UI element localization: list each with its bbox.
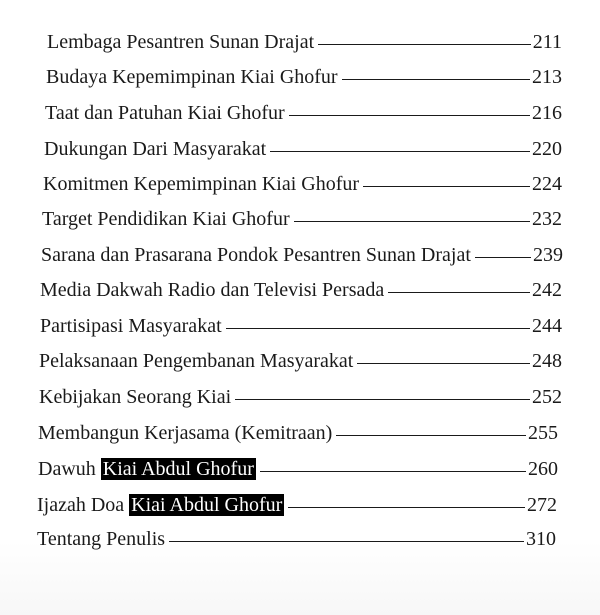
toc-entry (39, 382, 562, 412)
toc-entry (40, 275, 562, 305)
toc-leader-line (357, 363, 530, 364)
toc-entry (44, 134, 562, 164)
toc-entry (39, 346, 562, 376)
toc-entry-title: Partisipasi Masyarakat (40, 315, 222, 337)
toc-leader-line (289, 115, 530, 116)
toc-entry-page: 252 (532, 386, 562, 408)
toc-entry (37, 490, 557, 520)
toc-leader-line (235, 399, 530, 400)
toc-entry (38, 454, 558, 484)
toc-entry-page: 216 (532, 102, 562, 124)
toc-entry-title: Sarana dan Prasarana Pondok Pesantren Sunan Drajat (41, 244, 471, 266)
toc-entry (47, 27, 562, 57)
toc-entry-title: Budaya Kepemimpinan Kiai Ghofur (46, 66, 338, 88)
toc-entry-page: 260 (528, 458, 558, 480)
toc-leader-line (363, 186, 530, 187)
toc-entry (41, 240, 563, 270)
toc-leader-line (260, 471, 526, 472)
highlighted-text: Kiai Abdul Ghofur (102, 458, 254, 480)
highlighted-text: Kiai Abdul Ghofur (131, 494, 283, 516)
toc-entry-page: 224 (532, 173, 562, 195)
toc-entry-page: 255 (528, 422, 558, 444)
toc-leader-line (342, 79, 530, 80)
toc-entry-title-text: Ijazah Doa (37, 494, 125, 516)
toc-entry-title: Kebijakan Seorang Kiai (39, 386, 232, 408)
toc-entry (38, 418, 558, 448)
toc-entry-title: Media Dakwah Radio dan Televisi Persada (40, 279, 385, 301)
toc-leader-line (288, 507, 525, 508)
toc-leader-line (226, 328, 530, 329)
toc-entry-page: 272 (527, 494, 557, 516)
toc-entry-page: 220 (532, 138, 562, 160)
toc-entry-title: Pelaksanaan Pengembanan Masyarakat (39, 350, 354, 372)
toc-leader-line (336, 435, 526, 436)
toc-entry-page: 213 (532, 66, 562, 88)
toc-entry (42, 204, 562, 234)
toc-leader-line (270, 151, 530, 152)
toc-entry-title: Dukungan Dari Masyarakat (44, 138, 267, 160)
toc-entry-title-text: Dawuh (38, 458, 96, 480)
toc-entry (46, 62, 562, 92)
toc-entry-title: Tentang Penulis (37, 528, 166, 550)
toc-entry-page: 211 (532, 31, 562, 53)
toc-leader-line (294, 221, 530, 222)
toc-entry-title (38, 454, 256, 484)
toc-entry-title: Komitmen Kepemimpinan Kiai Ghofur (43, 173, 360, 195)
toc-leader-line (475, 257, 531, 258)
toc-entry-page: 242 (532, 279, 562, 301)
toc-entry-title: Lembaga Pesantren Sunan Drajat (47, 31, 315, 53)
toc-entry-page: 244 (532, 315, 562, 337)
toc-entry (37, 524, 556, 554)
toc-entry-page: 248 (532, 350, 562, 372)
toc-entry-page: 239 (533, 244, 563, 266)
toc-leader-line (388, 292, 530, 293)
toc-entry (43, 169, 562, 199)
toc-entry-page: 232 (532, 208, 562, 230)
toc-entry-title: Target Pendidikan Kiai Ghofur (42, 208, 290, 230)
toc-entry-title (37, 490, 284, 520)
toc-entry (45, 98, 562, 128)
toc-entry-title: Membangun Kerjasama (Kemitraan) (38, 422, 333, 444)
toc-entry-title: Taat dan Patuhan Kiai Ghofur (45, 102, 285, 124)
toc-entry (40, 311, 562, 341)
toc-leader-line (169, 541, 524, 542)
toc-leader-line (318, 44, 531, 45)
toc-entry-page: 310 (526, 528, 556, 550)
